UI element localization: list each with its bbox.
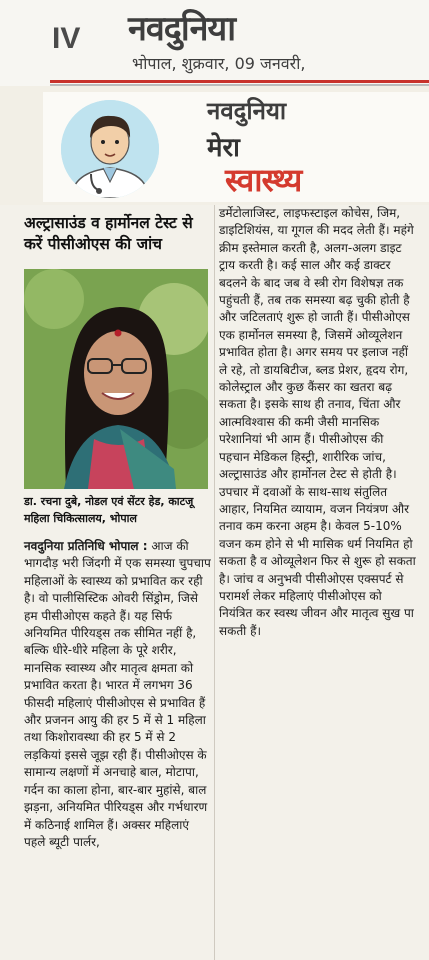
newspaper-brand: नवदुनिया (128, 9, 236, 49)
article-column-right (219, 205, 417, 640)
article-body-left (24, 538, 212, 851)
column-divider (214, 205, 215, 960)
section-title-line2: स्वास्थ्य (225, 161, 302, 199)
article-column-left (24, 538, 212, 851)
section-banner (43, 92, 429, 202)
section-title-line1: मेरा (207, 133, 240, 163)
masthead-divider (50, 84, 429, 86)
masthead (0, 0, 429, 86)
article-headline: अल्ट्रासाउंड व हार्मोनल टेस्ट से करें पीसीओएस की जांच (24, 214, 193, 253)
article-lead: नवदुनिया प्रतिनिधि भोपाल : (24, 539, 148, 553)
article-body-right: डर्मेटोलाजिस्ट, लाइफस्टाइल कोचेस, जिम, डाइटिशियंस, या गूगल की मदद लेती हैं। महंगे क्रीम इस्तेमाल करती है, अलग-अलग डाइट ट्राय करती है। कई साल और कई डाक्टर बदलने के बाद जब वे स्त्री रोग विशेषज्ञ तक पहुंचती हैं, तब तक समस्या बढ़ चुकी होती है और जटिलताएं शुरू हो जाती हैं। पीसीओएस एक हार्मोनल समस्या है, जिसमें ओव्यूलेशन प्रभावित होता है। अगर समय पर इलाज नहीं ले रहे, तो डायबिटीज, ब्लड प्रेशर, हृदय रोग, कोलेस्ट्राल और कुछ कैंसर का खतरा बढ़ सकता है। इसके साथ ही तनाव, चिंता और आत्मविश्वास की कमी जैसी मानसिक परेशानियां भी आम हैं। पीसीओएस की पहचान मेडिकल हिस्ट्री, शारीरिक जांच, अल्ट्रासाउंड और हार्मोनल टेस्ट से होती है। उपचार में दवाओं के साथ-साथ संतुलित आहार, नियमित व्यायाम, वजन नियंत्रण और तनाव कम करना अहम है। केवल 5-10% वजन कम होने से भी मासिक धर्म नियमित हो सकता है व ओव्यूलेशन फिर से शुरू हो सकता है। जांच व अनुभवी पीसीओएस एक्सपर्ट से परामर्श लेकर महिलाएं पीसीओएस को नियंत्रित कर स्वस्थ जीवन और मातृत्व सुख पा सकती हैं। (219, 206, 416, 638)
article (0, 205, 429, 960)
photo-caption: डा. रचना दुबे, नोडल एवं सेंटर हेड, काटजू महिला चिकित्सालय, भोपाल (24, 495, 194, 525)
page-number: IV (52, 22, 81, 55)
dateline: भोपाल, शुक्रवार, 09 जनवरी, (132, 54, 306, 73)
section-brand: नवदुनिया (207, 97, 287, 125)
article-body-left-text: आज की भागदौड़ भरी जिंदगी में एक समस्या चुपचाप महिलाओं के स्वास्थ्य को प्रभावित कर रही है। वो पालीसिस्टिक ओवरी सिंड्रोम, जिसे हम पीसीओएस कहते हैं। यह सिर्फ अनियमित पीरियड्स तक सीमित नहीं है, बल्कि धीरे-धीरे महिला के पूरे शरीर, मानसिक स्वास्थ्य और मातृत्व क्षमता को प्रभावित करता है। भारत में लगभग 36 फीसदी महिलाएं पीसीओएस से प्रभावित हैं और प्रजनन आयु की हर 5 में से 1 महिला तथा किशोरावस्था की हर 5 में से 2 लड़कियां इससे जूझ रही हैं। पीसीओएस के सामान्य लक्षणों में अनचाहे बाल, मोटापा, गर्दन का काला होना, बार-बार मुहांसे, बाल झड़ना, अनियमित पीरियड्स और गर्भधारण में कठिनाई शामिल हैं। अक्सर महिलाएं पहले ब्यूटी पार्लर, (24, 539, 211, 849)
doctor-illustration-icon (61, 100, 159, 198)
doctor-photo (24, 269, 208, 489)
masthead-rule (50, 80, 429, 83)
